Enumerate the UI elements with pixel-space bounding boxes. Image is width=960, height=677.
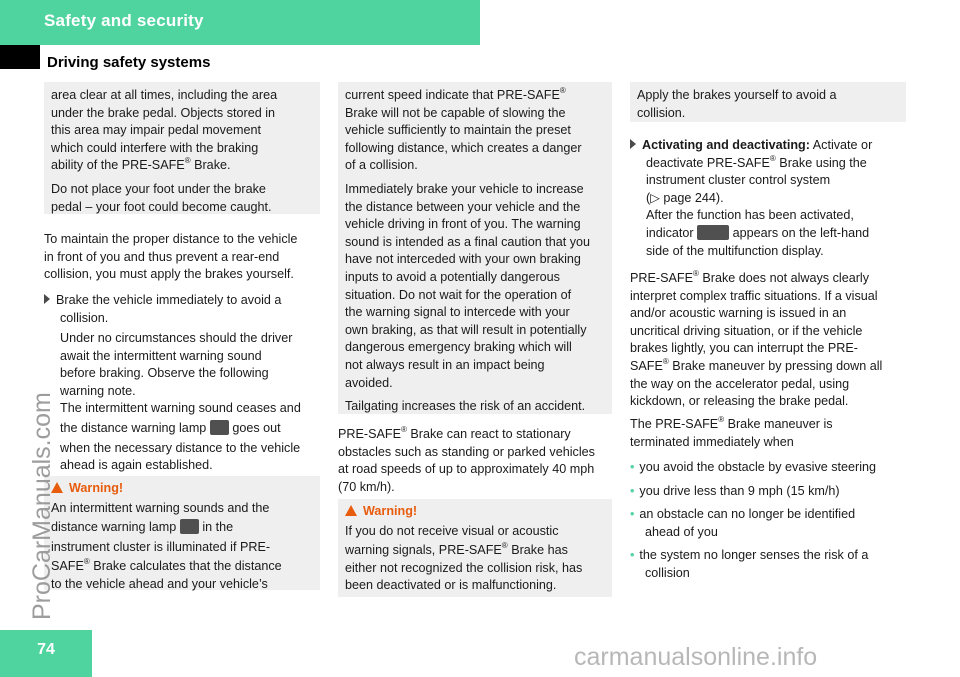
text-line: Brake will not be capable of slowing the — [345, 105, 566, 120]
warning-triangle-icon — [345, 505, 357, 516]
text-line: collision. — [637, 105, 686, 120]
text-line: in front of you and thus prevent a rear-end — [44, 249, 280, 264]
text-line: The PRE-SAFE® Brake maneuver is — [630, 415, 833, 431]
subsection-title: Driving safety systems — [47, 54, 211, 71]
pre-safe-brake-indicator-icon — [697, 225, 729, 240]
text-line: under the brake pedal. Objects stored in — [51, 105, 276, 120]
text-line: indicator — [646, 225, 694, 240]
section-title: Safety and security — [44, 11, 204, 30]
text-line: Brake the vehicle immediately to avoid a — [56, 293, 282, 307]
text-line: After the function has been activated, — [646, 208, 854, 223]
text-line: in the — [202, 520, 234, 535]
text-line: distance warning lamp — [51, 520, 177, 535]
text-line: terminated immediately when — [630, 434, 794, 449]
side-watermark: ProCarManuals.com — [28, 392, 56, 620]
col2-box-text — [345, 87, 611, 416]
text-line: SAFE® Brake maneuver by pressing down all — [630, 356, 883, 373]
text-line: not always result in an impact being — [345, 357, 545, 372]
text-line: before braking. Observe the following — [60, 366, 269, 381]
distance-warning-lamp-icon — [180, 519, 199, 534]
text-line: ability of the PRE-SAFE® Brake. — [51, 156, 231, 173]
text-line: goes out — [232, 420, 281, 435]
step-brake — [44, 292, 324, 327]
text-line: await the intermittent warning sound — [60, 348, 262, 363]
text-line: brakes lightly, you can interrupt the PRE- — [630, 341, 858, 356]
step-arrow-icon — [630, 139, 636, 149]
bullet-icon: • — [630, 460, 635, 474]
text-line: following distance, which creates a danger — [345, 140, 582, 155]
text-line: the warning signal to intercede with your — [345, 305, 570, 320]
text-line: Tailgating increases the risk of an accident. — [345, 399, 586, 414]
text-line: to the vehicle ahead and your vehicle’s — [51, 576, 268, 591]
text-line: SAFE® Brake calculates that the distance — [51, 557, 282, 574]
text-line: Apply the brakes yourself to avoid a — [637, 88, 837, 102]
text-line: which could interfere with the braking — [51, 140, 259, 155]
text-line: situation. Do not wait for the operation of — [345, 287, 572, 302]
text-line: either not recognized the collision risk, has — [345, 560, 583, 575]
text-line: PRE-SAFE® Brake does not always clearly — [630, 269, 869, 285]
text-line: instrument cluster is illuminated if PRE- — [51, 539, 271, 554]
text-line: collision. — [60, 310, 109, 325]
text-line: warning note. — [60, 383, 136, 398]
text-line: obstacles such as standing or parked vehicles — [338, 444, 595, 459]
text-line: avoided. — [345, 375, 393, 390]
text-line: at road speeds of up to approximately 40 mph — [338, 462, 595, 477]
list-item — [630, 547, 910, 582]
text-line: the distance between your vehicle and the — [345, 199, 581, 214]
text-line: and/or acoustic warning is issued in an — [630, 306, 847, 321]
step-activate — [630, 137, 910, 260]
text-line: PRE-SAFE® Brake can react to stationary — [338, 425, 571, 441]
text-line: side of the multifunction display. — [646, 243, 824, 258]
text-line: pedal – your foot could become caught. — [51, 199, 272, 214]
col3-paragraph-2 — [630, 416, 910, 451]
text-line: vehicle sufficiently to maintain the preset — [345, 123, 571, 138]
warning-title: Warning! — [363, 504, 418, 518]
text-line: Activate or — [812, 138, 873, 152]
list-item — [630, 506, 910, 541]
page-reference: (▷ page 244). — [646, 190, 724, 205]
text-line: appears on the left-hand — [732, 225, 870, 240]
text-line: interpret complex traffic situations. If a visual — [630, 288, 878, 303]
col2-warning-text — [345, 503, 611, 595]
text-line: of a collision. — [345, 158, 418, 173]
text-line: the way on the accelerator pedal, using — [630, 376, 850, 391]
text-line: this area may impair pedal movement — [51, 123, 261, 138]
warning-title: Warning! — [69, 481, 124, 495]
text-line: current speed indicate that PRE-SAFE® — [345, 86, 566, 102]
text-line: uncritical driving situation, or if the vehicle — [630, 323, 863, 338]
bottom-watermark: carmanualsonline.info — [574, 643, 818, 671]
bullet-icon: • — [630, 483, 635, 498]
col1-paragraph — [44, 231, 324, 284]
text-line: been deactivated or is malfunctioning. — [345, 578, 557, 593]
text-line: ahead is again established. — [60, 458, 213, 473]
text-line: dangerous emergency braking which will — [345, 340, 572, 355]
header-marker — [0, 45, 40, 69]
text-line: inputs to avoid a potentially dangerous — [345, 269, 560, 284]
text-line: ahead of you — [645, 524, 718, 539]
bullet-icon: • — [630, 548, 635, 563]
col3-paragraph-1 — [630, 270, 910, 411]
page-number: 74 — [37, 641, 55, 658]
text-line: sound is intended as a final caution that you — [345, 234, 591, 249]
text-line: an obstacle can no longer be identified — [639, 507, 856, 522]
text-line: area clear at all times, including the area — [51, 88, 278, 102]
text-line: you avoid the obstacle by evasive steering — [639, 460, 877, 474]
text-line: To maintain the proper distance to the vehicle — [44, 232, 298, 246]
list-item — [630, 459, 910, 477]
text-line: (70 km/h). — [338, 479, 395, 494]
text-line: have not interceded with your own braking — [345, 252, 581, 267]
condition-list — [630, 459, 910, 583]
col1-warning-text — [51, 480, 319, 594]
text-line: own braking, as that will result in potentially — [345, 322, 587, 337]
text-line: warning signals, PRE-SAFE® Brake has — [345, 541, 568, 558]
text-line: If you do not receive visual or acoustic — [345, 523, 559, 538]
step-note — [60, 330, 326, 475]
text-line: The intermittent warning sound ceases and — [60, 401, 301, 416]
step-label: Activating and deactivating: — [642, 138, 810, 152]
text-line: vehicle driving in front of you. The warning — [345, 217, 581, 232]
bullet-icon: • — [630, 507, 635, 522]
text-line: the system no longer senses the risk of a — [639, 548, 869, 563]
distance-warning-lamp-icon — [210, 420, 229, 435]
text-line: collision, you must apply the brakes yourself. — [44, 267, 294, 282]
text-line: the distance warning lamp — [60, 420, 207, 435]
text-line: you drive less than 9 mph (15 km/h) — [639, 483, 840, 498]
text-line: Under no circumstances should the driver — [60, 331, 293, 345]
col2-paragraph — [338, 426, 618, 496]
text-line: deactivate PRE-SAFE® Brake using the — [646, 153, 867, 170]
col1-box-text — [51, 87, 319, 216]
text-line: kickdown, or releasing the brake pedal. — [630, 394, 849, 409]
text-line: instrument cluster control system — [646, 173, 831, 188]
list-item — [630, 483, 910, 501]
text-line: collision — [645, 565, 690, 580]
col3-box-text — [637, 87, 903, 122]
text-line: Immediately brake your vehicle to increase — [345, 181, 584, 196]
text-line: An intermittent warning sounds and the — [51, 500, 270, 515]
text-line: Do not place your foot under the brake — [51, 181, 266, 196]
text-line: when the necessary distance to the vehicle — [60, 440, 301, 455]
